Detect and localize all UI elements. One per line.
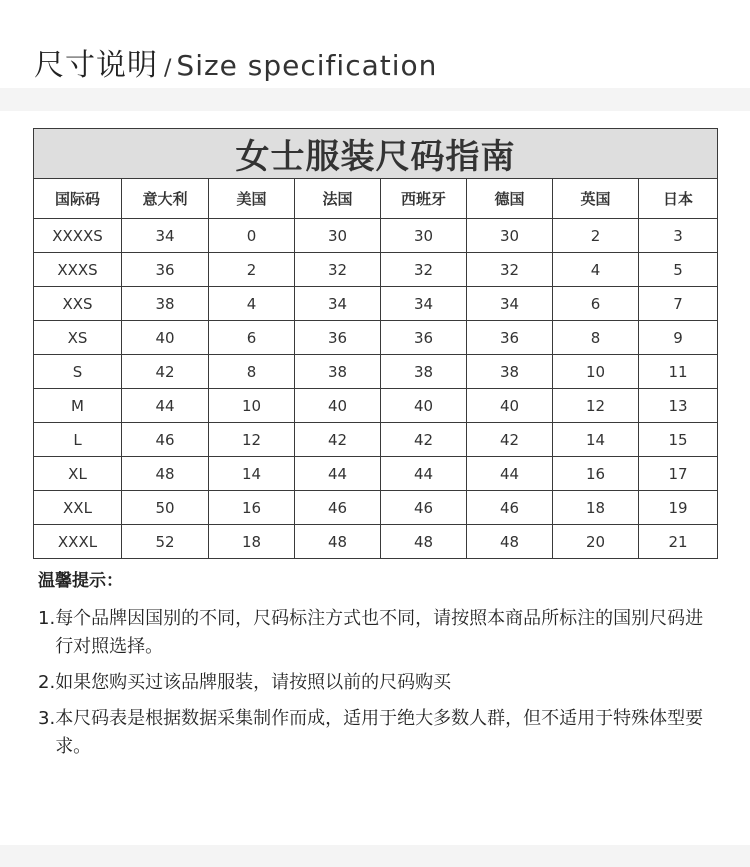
table-row xyxy=(34,321,718,355)
table-row xyxy=(34,253,718,287)
table-cell: 46 xyxy=(122,423,209,457)
table-cell: 36 xyxy=(295,321,381,355)
table-cell: 44 xyxy=(122,389,209,423)
table-cell: 2 xyxy=(553,219,639,253)
tip-text: 如果您购买过该品牌服装，请按照以前的尺码购买 xyxy=(55,672,452,693)
table-cell: 48 xyxy=(122,457,209,491)
table-cell: 4 xyxy=(209,287,295,321)
table-cell: 50 xyxy=(122,491,209,525)
table-row xyxy=(34,287,718,321)
table-cell: 44 xyxy=(381,457,467,491)
table-cell: 10 xyxy=(209,389,295,423)
table-cell: 36 xyxy=(381,321,467,355)
table-cell: 32 xyxy=(295,253,381,287)
table-cell: 14 xyxy=(209,457,295,491)
table-cell: 30 xyxy=(381,219,467,253)
table-cell: 20 xyxy=(553,525,639,559)
column-header: 意大利 xyxy=(122,179,209,219)
table-cell: 6 xyxy=(209,321,295,355)
table-cell: 46 xyxy=(467,491,553,525)
table-cell: 2 xyxy=(209,253,295,287)
table-cell: 7 xyxy=(639,287,718,321)
table-cell: 34 xyxy=(122,219,209,253)
column-header: 美国 xyxy=(209,179,295,219)
tip-text: 每个品牌因国别的不同，尺码标注方式也不同，请按照本商品所标注的国别尺码进行对照选择。 xyxy=(55,608,704,657)
table-cell: 11 xyxy=(639,355,718,389)
table-cell: 18 xyxy=(209,525,295,559)
table-row xyxy=(34,355,718,389)
table-cell: 38 xyxy=(122,287,209,321)
table-cell: XXS xyxy=(34,287,122,321)
table-cell: 8 xyxy=(553,321,639,355)
table-row xyxy=(34,423,718,457)
page-header xyxy=(0,0,750,88)
table-cell: 3 xyxy=(639,219,718,253)
table-cell: 44 xyxy=(467,457,553,491)
table-cell: 16 xyxy=(209,491,295,525)
table-cell: L xyxy=(34,423,122,457)
table-row xyxy=(34,389,718,423)
table-cell: XS xyxy=(34,321,122,355)
tip-item xyxy=(38,705,718,761)
table-cell: 36 xyxy=(467,321,553,355)
column-header: 国际码 xyxy=(34,179,122,219)
column-header: 法国 xyxy=(295,179,381,219)
table-row xyxy=(34,525,718,559)
table-cell: 48 xyxy=(467,525,553,559)
tips-title: 温馨提示： xyxy=(38,571,123,591)
table-cell: 13 xyxy=(639,389,718,423)
table-cell: 12 xyxy=(553,389,639,423)
table-cell: 15 xyxy=(639,423,718,457)
column-header: 英国 xyxy=(553,179,639,219)
table-cell: 30 xyxy=(295,219,381,253)
column-header: 德国 xyxy=(467,179,553,219)
header-subtitle: Size specification xyxy=(176,49,438,82)
table-caption: 女士服装尺码指南 xyxy=(34,129,718,179)
table-cell: 12 xyxy=(209,423,295,457)
tips-list xyxy=(38,605,718,761)
table-header-row xyxy=(34,179,718,219)
table-cell: 40 xyxy=(467,389,553,423)
table-cell: 42 xyxy=(381,423,467,457)
table-cell: 19 xyxy=(639,491,718,525)
table-cell: 6 xyxy=(553,287,639,321)
table-cell: 17 xyxy=(639,457,718,491)
table-cell: 18 xyxy=(553,491,639,525)
table-cell: XL xyxy=(34,457,122,491)
table-cell: 0 xyxy=(209,219,295,253)
table-cell: 21 xyxy=(639,525,718,559)
table-cell: 4 xyxy=(553,253,639,287)
table-cell: 5 xyxy=(639,253,718,287)
table-cell: 34 xyxy=(381,287,467,321)
table-cell: 48 xyxy=(295,525,381,559)
table-cell: 48 xyxy=(381,525,467,559)
tip-item xyxy=(38,669,718,697)
header-separator: / xyxy=(164,56,173,81)
tip-item xyxy=(38,605,718,661)
table-cell: 16 xyxy=(553,457,639,491)
table-cell: S xyxy=(34,355,122,389)
table-cell: XXL xyxy=(34,491,122,525)
size-chart-table xyxy=(33,128,718,559)
table-cell: 42 xyxy=(295,423,381,457)
table-row xyxy=(34,457,718,491)
table-cell: 40 xyxy=(295,389,381,423)
table-cell: 38 xyxy=(381,355,467,389)
table-cell: 40 xyxy=(122,321,209,355)
column-header: 西班牙 xyxy=(381,179,467,219)
table-cell: 10 xyxy=(553,355,639,389)
table-cell: M xyxy=(34,389,122,423)
tip-text: 本尺码表是根据数据采集制作而成，适用于绝大多数人群，但不适用于特殊体型要求。 xyxy=(55,708,704,757)
table-cell: 34 xyxy=(467,287,553,321)
tip-number: 2. xyxy=(38,672,56,693)
table-cell: 9 xyxy=(639,321,718,355)
table-cell: 32 xyxy=(381,253,467,287)
column-header: 日本 xyxy=(639,179,718,219)
table-cell: 40 xyxy=(381,389,467,423)
table-row xyxy=(34,219,718,253)
table-row xyxy=(34,491,718,525)
table-cell: 8 xyxy=(209,355,295,389)
table-cell: 34 xyxy=(295,287,381,321)
tip-number: 3. xyxy=(38,708,56,729)
table-cell: 36 xyxy=(122,253,209,287)
table-cell: 38 xyxy=(467,355,553,389)
table-cell: 14 xyxy=(553,423,639,457)
table-cell: 38 xyxy=(295,355,381,389)
divider-band xyxy=(0,88,750,111)
table-cell: 46 xyxy=(381,491,467,525)
header-title-group xyxy=(34,40,437,84)
table-cell: XXXS xyxy=(34,253,122,287)
table-cell: 30 xyxy=(467,219,553,253)
table-cell: 52 xyxy=(122,525,209,559)
tip-number: 1. xyxy=(38,608,56,629)
footer-band xyxy=(0,845,750,867)
table-cell: XXXXS xyxy=(34,219,122,253)
table-cell: 42 xyxy=(122,355,209,389)
header-title: 尺寸说明 xyxy=(34,48,158,83)
tips-section xyxy=(38,566,718,769)
table-cell: 46 xyxy=(295,491,381,525)
table-cell: 44 xyxy=(295,457,381,491)
table-cell: 32 xyxy=(467,253,553,287)
table-cell: XXXL xyxy=(34,525,122,559)
table-cell: 42 xyxy=(467,423,553,457)
